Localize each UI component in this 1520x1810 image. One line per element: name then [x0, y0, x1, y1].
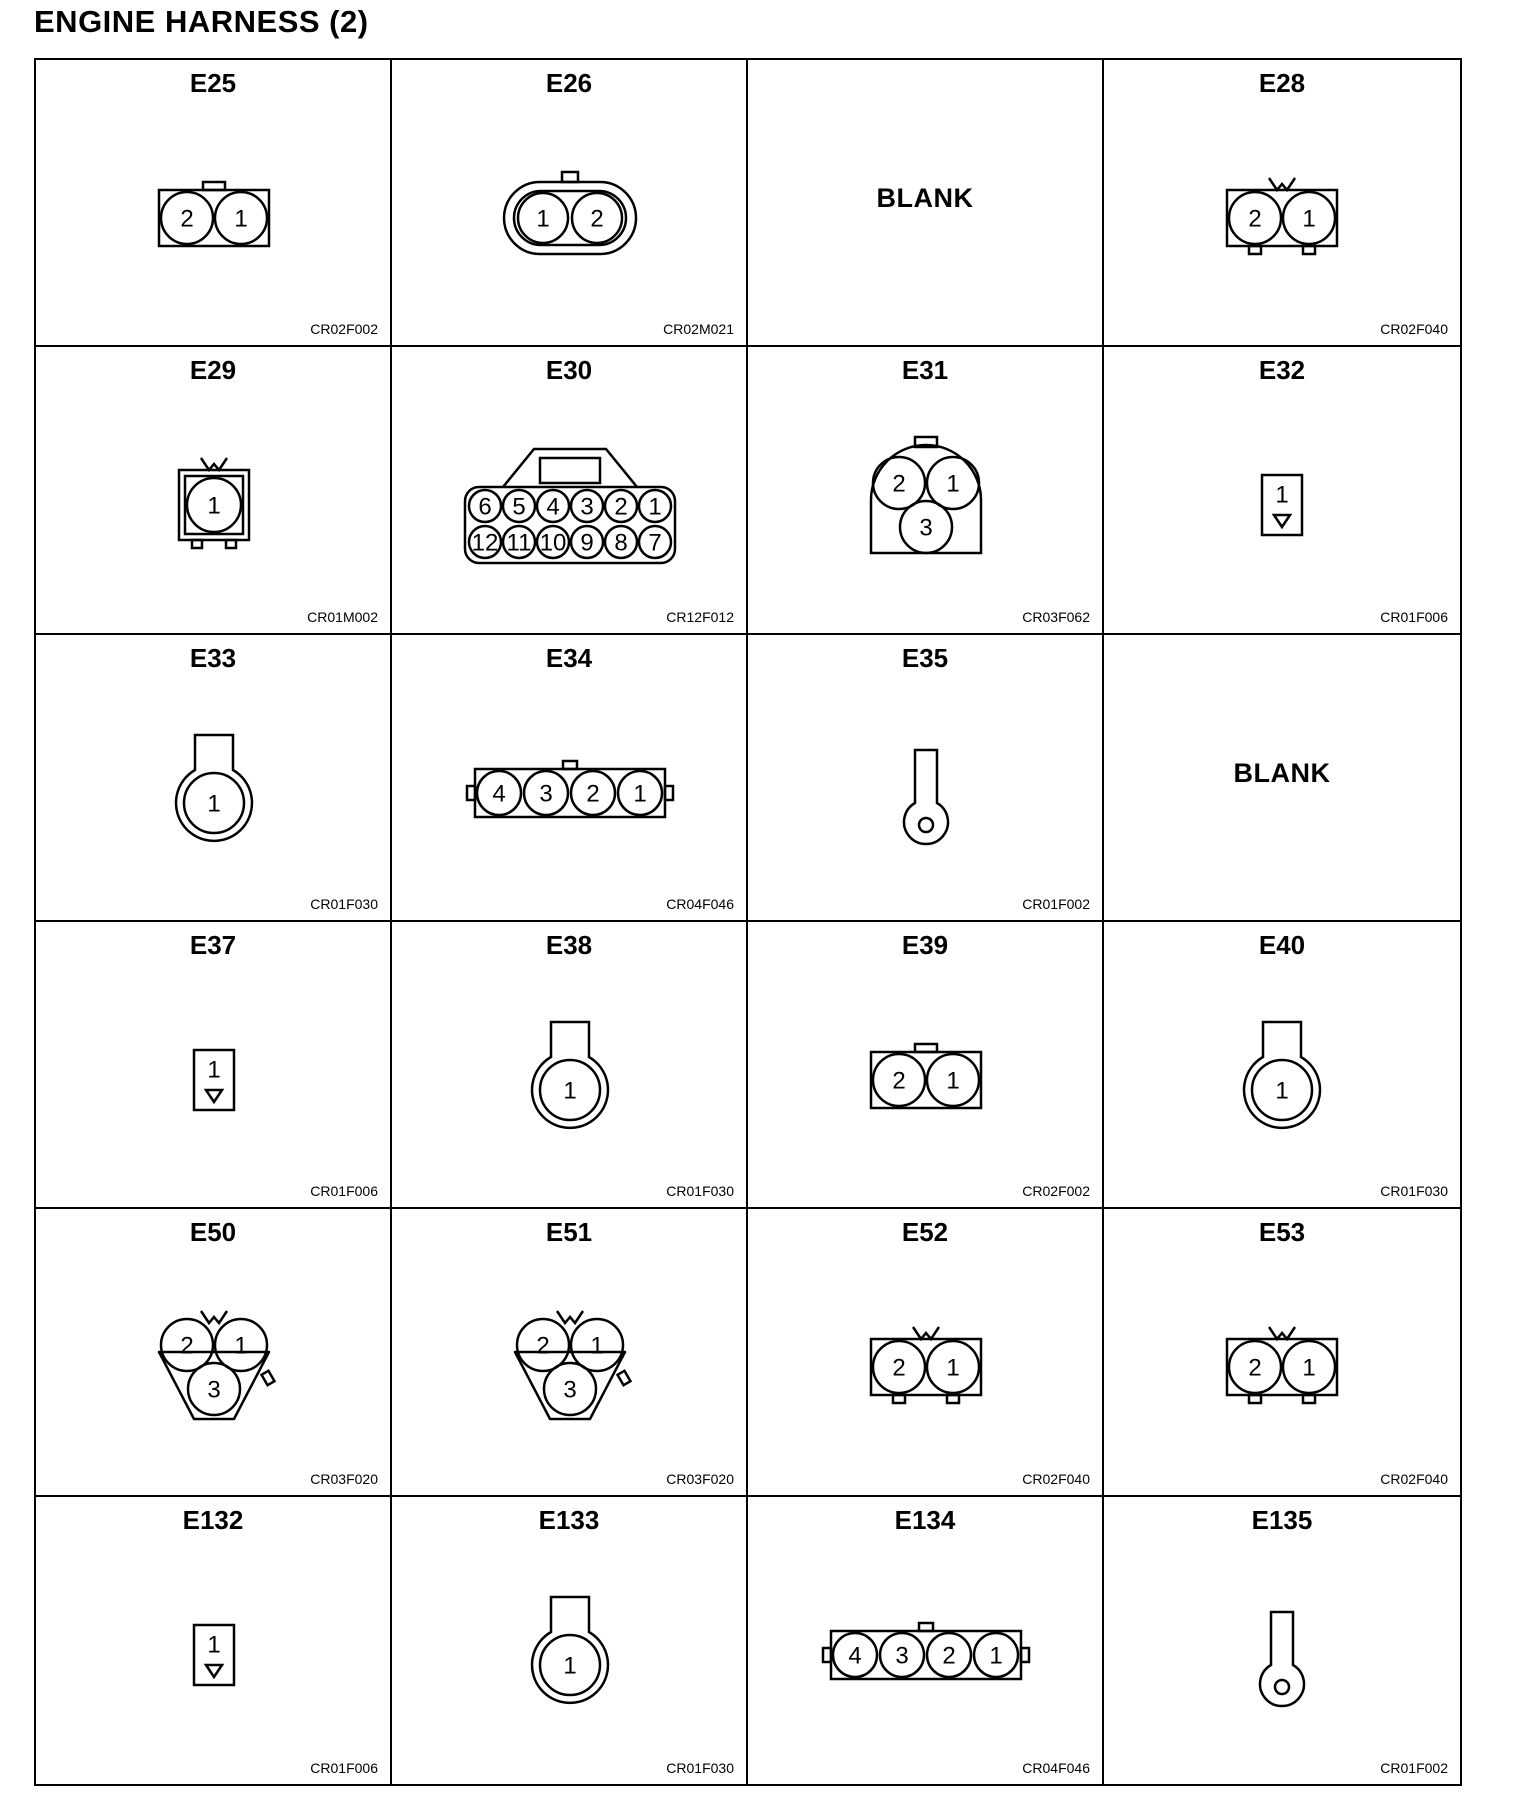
connector-cell-e53	[1104, 1209, 1460, 1496]
pin-label: 1	[234, 1332, 248, 1360]
blank-cell	[1104, 635, 1460, 922]
connector-diagram	[748, 1209, 1105, 1497]
pin-label: 2	[892, 1067, 906, 1095]
lock-tab	[201, 1311, 227, 1323]
pin-label: 3	[580, 493, 594, 521]
side-tab	[262, 1371, 275, 1385]
connector-cell-e33	[36, 635, 392, 922]
connector-cell-e37	[36, 922, 392, 1209]
ring-terminal	[1260, 1612, 1304, 1706]
side-tab	[1021, 1648, 1029, 1662]
lock-tab	[557, 1311, 583, 1323]
connector-hood	[503, 449, 637, 487]
connector-code: CR01F030	[310, 896, 378, 912]
pin-label: 3	[563, 1376, 577, 1404]
side-tab	[665, 786, 673, 800]
connector-code: CR01F006	[1380, 608, 1448, 625]
pin-label: 1	[1302, 205, 1316, 233]
connector-code: CR01F002	[1380, 1760, 1448, 1776]
connector-code: CR02F002	[1022, 1183, 1090, 1200]
foot-tab	[1303, 246, 1315, 254]
connector-diagram	[392, 1209, 749, 1497]
pin-label: 6	[478, 493, 492, 521]
connector-cell-e132	[36, 1497, 392, 1784]
connector-cell-e25	[36, 60, 392, 347]
pin-label: 4	[546, 493, 560, 521]
connector-cell-e28	[1104, 60, 1460, 347]
connector-id: E38	[545, 930, 593, 960]
pin-label: 9	[580, 529, 594, 557]
connector-id: E25	[189, 68, 237, 98]
lock-tab	[913, 1327, 939, 1339]
connector-diagram	[1104, 922, 1461, 1210]
connector-diagram	[748, 347, 1105, 635]
connector-id: E30	[545, 355, 593, 386]
connector-cell-e50	[36, 1209, 392, 1496]
connector-code: CR02F002	[310, 321, 378, 338]
connector-id: E53	[1258, 1217, 1306, 1248]
pin-label: 2	[892, 1354, 906, 1382]
connector-diagram	[748, 1497, 1105, 1785]
connector-id: E51	[545, 1217, 593, 1248]
pin-label: 11	[506, 529, 532, 557]
lock-tab	[201, 458, 227, 470]
connector-id: E26	[545, 68, 593, 98]
pin-label: 2	[180, 1332, 194, 1360]
connector-code: CR03F020	[310, 1470, 378, 1487]
connector-cell-e35	[748, 635, 1104, 922]
blank-label: BLANK	[876, 183, 974, 213]
pin-label: 1	[536, 205, 550, 233]
pin-label: 3	[895, 1642, 909, 1670]
pin-label: 2	[180, 205, 194, 233]
connector-diagram	[36, 922, 393, 1210]
connector-diagram	[36, 60, 393, 348]
connector-body	[514, 191, 626, 245]
connector-diagram	[1104, 347, 1461, 635]
polarity-mark	[1274, 515, 1290, 527]
connector-code: CR03F062	[1022, 608, 1090, 625]
connector-shell	[504, 182, 636, 254]
connector-id: E28	[1258, 68, 1306, 98]
connector-code: CR04F046	[1022, 1760, 1090, 1776]
lock-tab	[1269, 1327, 1295, 1339]
connector-id: E50	[189, 1217, 237, 1248]
side-tab	[823, 1648, 831, 1662]
side-tab	[467, 786, 475, 800]
polarity-mark	[206, 1090, 222, 1102]
connector-id: E134	[894, 1504, 956, 1535]
pin-label: 1	[207, 1056, 221, 1084]
connector-id: E34	[545, 642, 593, 673]
connector-diagram	[36, 347, 393, 635]
connector-cell-e29	[36, 347, 392, 634]
connector-id: E37	[189, 930, 237, 960]
connector-grid	[34, 58, 1462, 1786]
connector-code: CR01F030	[1380, 1183, 1448, 1200]
connector-code: CR03F020	[666, 1470, 734, 1487]
pin-label: 2	[892, 470, 906, 498]
connector-diagram	[1104, 1497, 1461, 1785]
pin-label: 7	[648, 529, 662, 557]
key-tab	[915, 1044, 937, 1052]
connector-id: E32	[1258, 355, 1306, 386]
connector-id: E29	[189, 355, 237, 386]
pin-label: 3	[919, 514, 933, 542]
pin-label: 2	[942, 1642, 956, 1670]
pin-label: 1	[1302, 1354, 1316, 1382]
pin-label: 4	[848, 1642, 862, 1670]
key-tab	[203, 182, 225, 190]
connector-cell-e135	[1104, 1497, 1460, 1784]
ring-terminal	[904, 750, 948, 844]
connector-cell-e133	[392, 1497, 748, 1784]
foot-tab	[893, 1395, 905, 1403]
pin-label: 1	[207, 790, 221, 818]
connector-diagram	[748, 922, 1105, 1210]
pin-label: 3	[539, 780, 553, 808]
pin-label: 1	[946, 470, 960, 498]
pin-label: 2	[536, 1332, 550, 1360]
connector-diagram	[392, 1497, 749, 1785]
foot-tab	[192, 540, 202, 548]
connector-code: CR02M021	[663, 321, 734, 338]
connector-diagram	[36, 1497, 393, 1785]
blank-label: BLANK	[1233, 757, 1331, 788]
pin-label: 2	[1248, 1354, 1262, 1382]
connector-code: CR01F006	[310, 1760, 378, 1776]
pin-label: 1	[207, 1631, 221, 1659]
connector-diagram	[36, 1209, 393, 1497]
pin-label: 2	[1248, 205, 1262, 233]
foot-tab	[226, 540, 236, 548]
pin-label: 1	[648, 493, 662, 521]
polarity-mark	[206, 1665, 222, 1677]
connector-id: E135	[1251, 1504, 1313, 1535]
terminal-hole	[919, 818, 933, 832]
connector-cell-e31	[748, 347, 1104, 634]
connector-code: CR12F012	[666, 608, 734, 625]
pin-label: 1	[563, 1652, 577, 1680]
pin-label: 12	[471, 529, 499, 557]
connector-cell-e34	[392, 635, 748, 922]
connector-id: E39	[901, 930, 949, 960]
connector-id: E132	[182, 1504, 244, 1535]
pin-label: 1	[633, 780, 647, 808]
pin-label: 1	[1275, 1077, 1289, 1105]
pin-label: 2	[614, 493, 628, 521]
connector-cell-e26	[392, 60, 748, 347]
connector-id: E40	[1258, 930, 1306, 960]
pin-label: 1	[590, 1332, 604, 1360]
connector-diagram	[36, 635, 393, 923]
terminal-hole	[1275, 1680, 1289, 1694]
pin-label: 1	[1275, 481, 1289, 509]
pin-label: 1	[563, 1077, 577, 1105]
connector-diagram	[392, 635, 749, 923]
key-tab	[540, 458, 600, 483]
pin-label: 3	[207, 1376, 221, 1404]
connector-diagram	[392, 60, 749, 348]
connector-code: CR02F040	[1380, 1470, 1448, 1487]
connector-cell-e134	[748, 1497, 1104, 1784]
pin-label: 1	[234, 205, 248, 233]
connector-cell-e32	[1104, 347, 1460, 634]
connector-cell-e51	[392, 1209, 748, 1496]
foot-tab	[947, 1395, 959, 1403]
key-tab	[919, 1623, 933, 1631]
pin-label: 8	[614, 529, 628, 557]
pin-label: 10	[539, 529, 567, 557]
pin-label: 1	[207, 492, 221, 520]
connector-id: E31	[901, 355, 949, 386]
connector-id: E35	[901, 642, 949, 673]
pin-label: 2	[586, 780, 600, 808]
connector-cell-e38	[392, 922, 748, 1209]
connector-id: E52	[901, 1217, 949, 1248]
pin-label: 1	[946, 1067, 960, 1095]
connector-id: E33	[189, 642, 237, 673]
connector-code: CR04F046	[666, 896, 734, 912]
lock-tab	[1269, 178, 1295, 190]
connector-id: E133	[538, 1504, 600, 1535]
connector-code: CR02F040	[1022, 1470, 1090, 1487]
connector-cell-e52	[748, 1209, 1104, 1496]
connector-diagram	[1104, 1209, 1461, 1497]
connector-code: CR01F002	[1022, 896, 1090, 912]
key-tab	[562, 172, 578, 182]
connector-code: CR01F006	[310, 1183, 378, 1200]
pin-label: 2	[590, 205, 604, 233]
side-tab	[618, 1371, 631, 1385]
pin-label: 1	[946, 1354, 960, 1382]
connector-diagram	[748, 635, 1105, 923]
foot-tab	[1249, 1395, 1261, 1403]
foot-tab	[1249, 246, 1261, 254]
connector-code: CR01M002	[307, 608, 378, 625]
key-tab	[563, 761, 577, 769]
connector-diagram	[392, 922, 749, 1210]
connector-diagram	[1104, 60, 1461, 348]
connector-code: CR01F030	[666, 1760, 734, 1776]
connector-diagram	[392, 347, 749, 635]
connector-cell-e40	[1104, 922, 1460, 1209]
connector-cell-e30	[392, 347, 748, 634]
blank-cell	[748, 60, 1104, 347]
pin-label: 4	[492, 780, 506, 808]
pin-label: 1	[989, 1642, 1003, 1670]
foot-tab	[1303, 1395, 1315, 1403]
connector-code: CR01F030	[666, 1183, 734, 1200]
connector-cell-e39	[748, 922, 1104, 1209]
connector-code: CR02F040	[1380, 321, 1448, 338]
page-title: ENGINE HARNESS (2)	[34, 4, 369, 39]
pin-label: 5	[512, 493, 526, 521]
